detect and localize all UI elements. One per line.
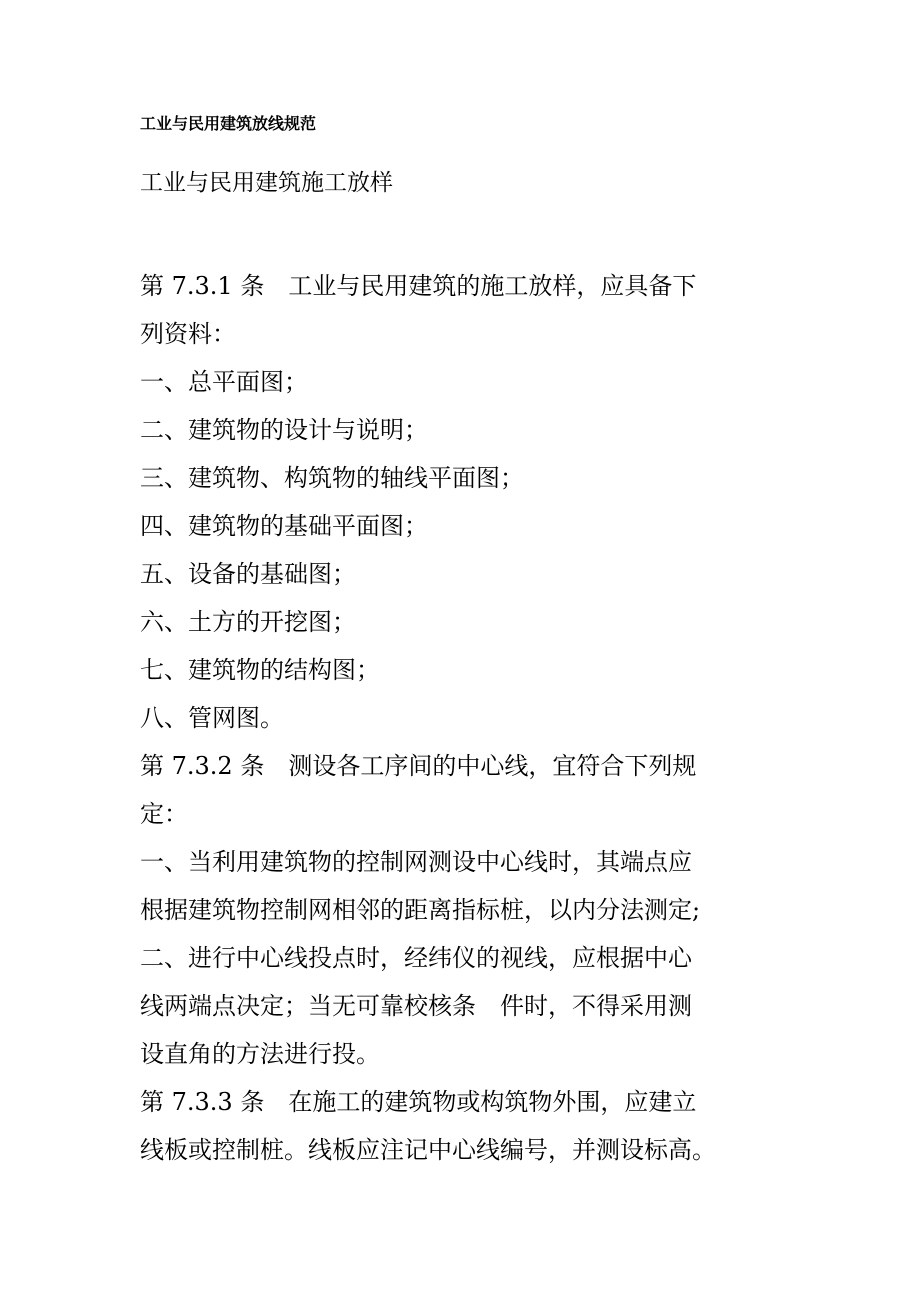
text-line: 第 7.3.2 条 测设各工序间的中心线，宜符合下列规 xyxy=(140,752,697,780)
list-item: 六、土方的开挖图； xyxy=(140,608,356,636)
list-item: 四、建筑物的基础平面图； xyxy=(140,512,428,540)
list-item: 八、管网图。 xyxy=(140,704,284,732)
list-item: 一、总平面图； xyxy=(140,368,308,396)
text-line: 定： xyxy=(140,800,188,828)
text-line: 列资料： xyxy=(140,320,236,348)
document-body xyxy=(140,262,790,1174)
list-item: 二、建筑物的设计与说明； xyxy=(140,416,428,444)
list-item: 二、进行中心线投点时，经纬仪的视线，应根据中心 xyxy=(140,944,692,972)
text-line: 第 7.3.1 条 工业与民用建筑的施工放样，应具备下 xyxy=(140,272,697,300)
list-item: 三、建筑物、构筑物的轴线平面图； xyxy=(140,464,524,492)
text-line: 线两端点决定；当无可靠校核条 件时，不得采用测 xyxy=(140,992,692,1020)
section-title: 工业与民用建筑施工放样 xyxy=(140,170,393,196)
list-item: 一、当利用建筑物的控制网测设中心线时，其端点应 xyxy=(140,848,692,876)
list-item: 五、设备的基础图； xyxy=(140,560,356,588)
document-title: 工业与民用建筑放线规范 xyxy=(140,114,317,133)
list-item: 七、建筑物的结构图； xyxy=(140,656,380,684)
text-line: 第 7.3.3 条 在施工的建筑物或构筑物外围，应建立 xyxy=(140,1088,697,1116)
text-line: 根据建筑物控制网相邻的距离指标桩，以内分法测定; xyxy=(140,896,701,924)
text-line: 线板或控制桩。线板应注记中心线编号，并测设标高。 xyxy=(140,1136,716,1164)
text-line: 设直角的方法进行投。 xyxy=(140,1040,380,1068)
